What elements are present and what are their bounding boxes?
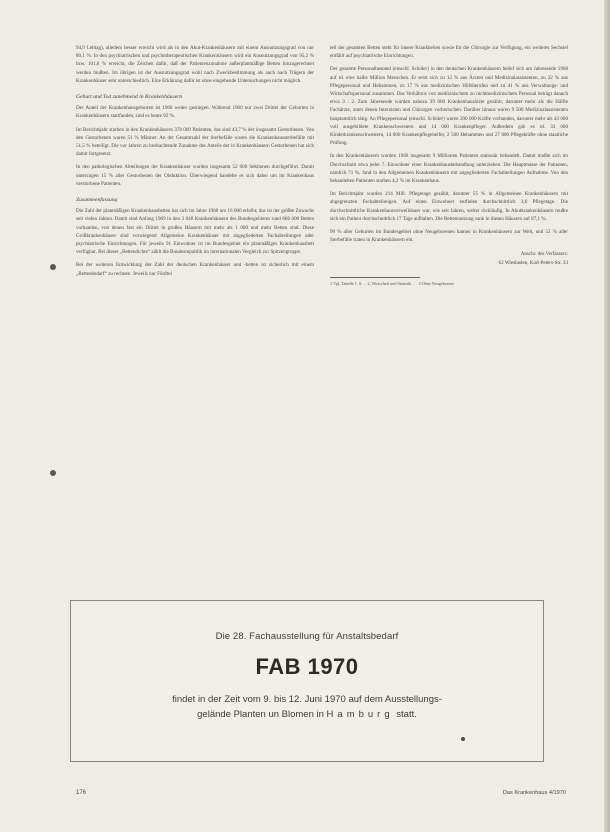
ad-venue-text: gelände Planten un Blomen in: [197, 709, 324, 720]
left-text-column: [76, 44, 314, 283]
paragraph: Im Berichtsjahr wurden 214 Mill. Pflegetage gezählt, darunter 55 % in Allgemeinen Krankenhäusern mit abgegrenzten Fachabteilungen. Auf einen Einwohner entfielen durchschnittlich 3,6 Pflegetage. Die durchschnittliche Krankenhausverweildauer war, wie seit Jahren, weiter rückläufig. In Akutkrankenhäusern mußte sich ein Patient durchschnittlich 17 Tage aufhalten. Die Bettennutzung sank in diesen Häusern auf 87,1 %.: [330, 191, 568, 222]
paragraph: Bei der weiteren Entwicklung der Zahl der deutschen Krankenhäuser und -betten ist sicherlich mit einem „Bettenbedarf“ zu rechnen. Jeweils nur Fünftel: [76, 262, 314, 277]
right-text-column: [330, 44, 568, 287]
paragraph: In den pathologischen Abteilungen der Krankenhäuser wurden insgesamt 52 000 Sektionen durchgeführt. Damit unterzogen 15 % aller Gestorbenen der Obduktion. Überwiegend handelte es sich dabei um im Krankenhaus verstorbene Patienten.: [76, 164, 314, 187]
paragraph: teil der gesamten Betten steht für innere Krankheiten sowie für die Chirurgie zur Verfügung, ein weiteres Sechstel entfällt auf psychiatrische Einrichtungen.: [330, 45, 568, 60]
paragraph: Der Anteil der Krankenhausgeburten ist 1968 weiter gestiegen. Während 1960 nur zwei Drittel der Geburten in Krankenhäusern stattfanden, sind es heute 92 %.: [76, 105, 314, 120]
section-heading: Zusammenfassung: [76, 197, 118, 204]
hole-punch-mark: [50, 264, 56, 270]
ad-venue-line: [71, 709, 543, 720]
paragraph: In den Krankenhäusern wurden 1968 insgesamt 9 Millionen Patienten stationär behandelt. Damit mußte sich im Durchschnitt etwa jeder 7. Einwohner einer Krankenhausbehandlung unterziehen. Die Hauptmasse der Patienten, nämlich 71 %, fand in den Allgemeinen Krankenhäusern mit angegliederten Fachabteilungen Aufnahme. Von den behandelten Patienten starben 4,2 % im Krankenhaus.: [330, 153, 568, 185]
paragraph: Im Berichtsjahr starben in den Krankenhäusern 378 000 Patienten, das sind 43,7 % der insgesamt Gestorbenen. Von den Gestorbenen waren 51 % Männer. An der Gesamtzahl der Sterbefälle waren die Krankenhaussterbefälle mit 51,5 % beteiligt. Die vor Jahren zu beobachtende Zunahme des Anteils der in Krankenhäusern Gestorbenen hat sich damit fortgesetzt.: [76, 126, 314, 158]
ad-city: Hamburg: [326, 709, 394, 720]
page-number: 176: [76, 790, 87, 796]
paragraph: Der gesamte Personalbestand (einschl. Schüler) in den deutschen Krankenhäusern belief sich am Jahresende 1968 auf rd. eine halbe Million Menschen. Er setzt sich zu 12 % aus Ärzten und Medizinalassistenten, zu 32 % aus Pflegepersonal und Hebammen, zu 17 % aus medizinischen Hilfsberufen und zu 41 % aus Verwaltungs- und Wirtschaftspersonal zusammen. Das Verhältnis von medizinischem zu nichtmedizinischem Personal beträgt danach etwa 3 : 2. Zum Jahresende wurden nahezu 39 000 Krankenhausärzte gezählt, darunter mehr als die Hälfte Fachärzte, unter denen Internisten und Chirurgen vorherrschen. Darüber hinaus waren 9 500 Medizinalassistenten hauptamtlich tätig. An Pflegepersonal (einschl. Schüler) waren 200 000 Kräfte vorhanden, darunter mehr als 43 000 voll ausgebildete Krankenschwestern und 14 000 Krankenpfleger. Außerdem gab es rd. 33 000 Kinderkrankenschwestern, 14 000 Krankenpflegehelfer, 2 500 Hebammen und 27 000 Pflegekräfte ohne staatliche Prüfung.: [330, 66, 568, 147]
paragraph: Die Zahl der planmäßigen Krankenhausbetten hat sich im Jahre 1968 um 16 000 erhöht; das ist der größte Zuwachs seit vielen Jahren. Damit sind Anfang 1969 in den 3 648 Krankenhäusern des Bundesgebietes rund 666 000 Betten vorhanden, von denen fast ein Drittel in großen Häusern mit mehr als 1 000 und mehr Betten sind. Diese Großkrankenhäuser sind vorwiegend Allgemeine Krankenhäuser mit angegliederten Fachabteilungen oder psychiatrische Einrichtungen. Für jeweils 91 Einwohner ist im Bundesgebiet ein planmäßiges Krankenhausbett verfügbar. Bei dieser „Bettendichte“ zählt die Bundesrepublik im internationalen Vergleich zur Spitzengruppe.: [76, 208, 314, 256]
exhibition-advertisement: [70, 600, 544, 762]
author-address-line: 62 Wiesbaden, Karl-Peters-Str. 33: [498, 259, 568, 266]
ad-mark: [461, 737, 465, 741]
paragraph: 94,9 Lebtag), alledem besser erreicht wird als in den Akut-Krankenhäusern mit einem Ausnutzungsgrad von nur 80,1 %. In den psychiatrischen und psychotherapeutischen Krankenhäusern wird ein Ausnutzungsgrad von 95,2 % bzw. 101,8 % erreicht, die Zeichen dafür, daß der Patientenzunahme außerplanmäßige Betten hinzugerechnet werden mußten. Im übrigen ist der Ausnutzungsgrad wohl nach Zweckbestimmung als auch nach Trägern der Krankenhäuser sehr unterschiedlich. Eine Erklärung dafür ist ohne eingehende Untersuchungen nicht möglich.: [76, 45, 314, 84]
ad-intro-line: Die 28. Fachausstellung für Anstaltsbedarf: [215, 631, 399, 642]
paragraph: 90 % aller Geburten im Bundesgebiet ohne Neugeborenen kamen in Krankenhäusern zur Welt, und 52 % aller Sterbefälle traten in Krankenhäusern ein.: [330, 229, 568, 244]
author-address: [330, 250, 568, 266]
section-heading: Geburt und Tod zunehmend in Krankenhäusern: [76, 94, 183, 101]
author-address-label: Anschr. des Verfassers:: [520, 251, 568, 258]
journal-name: Das Krankenhaus 4/1970: [502, 790, 566, 796]
hole-punch-mark: [50, 470, 56, 476]
binding-spine: [604, 0, 610, 832]
footnote-divider: [330, 277, 420, 278]
ad-venue-end: statt.: [396, 709, 417, 720]
footnote: 1 Vgl. Tabelle 1, S. . . 2, Wirtschaft und Statistik . . . 3 Ohne Neugeborene: [330, 280, 455, 286]
ad-headline: FAB 1970: [255, 654, 359, 679]
ad-date-line: findet in der Zeit vom 9. bis 12. Juni 1970 auf dem Ausstellungs-: [172, 694, 442, 705]
